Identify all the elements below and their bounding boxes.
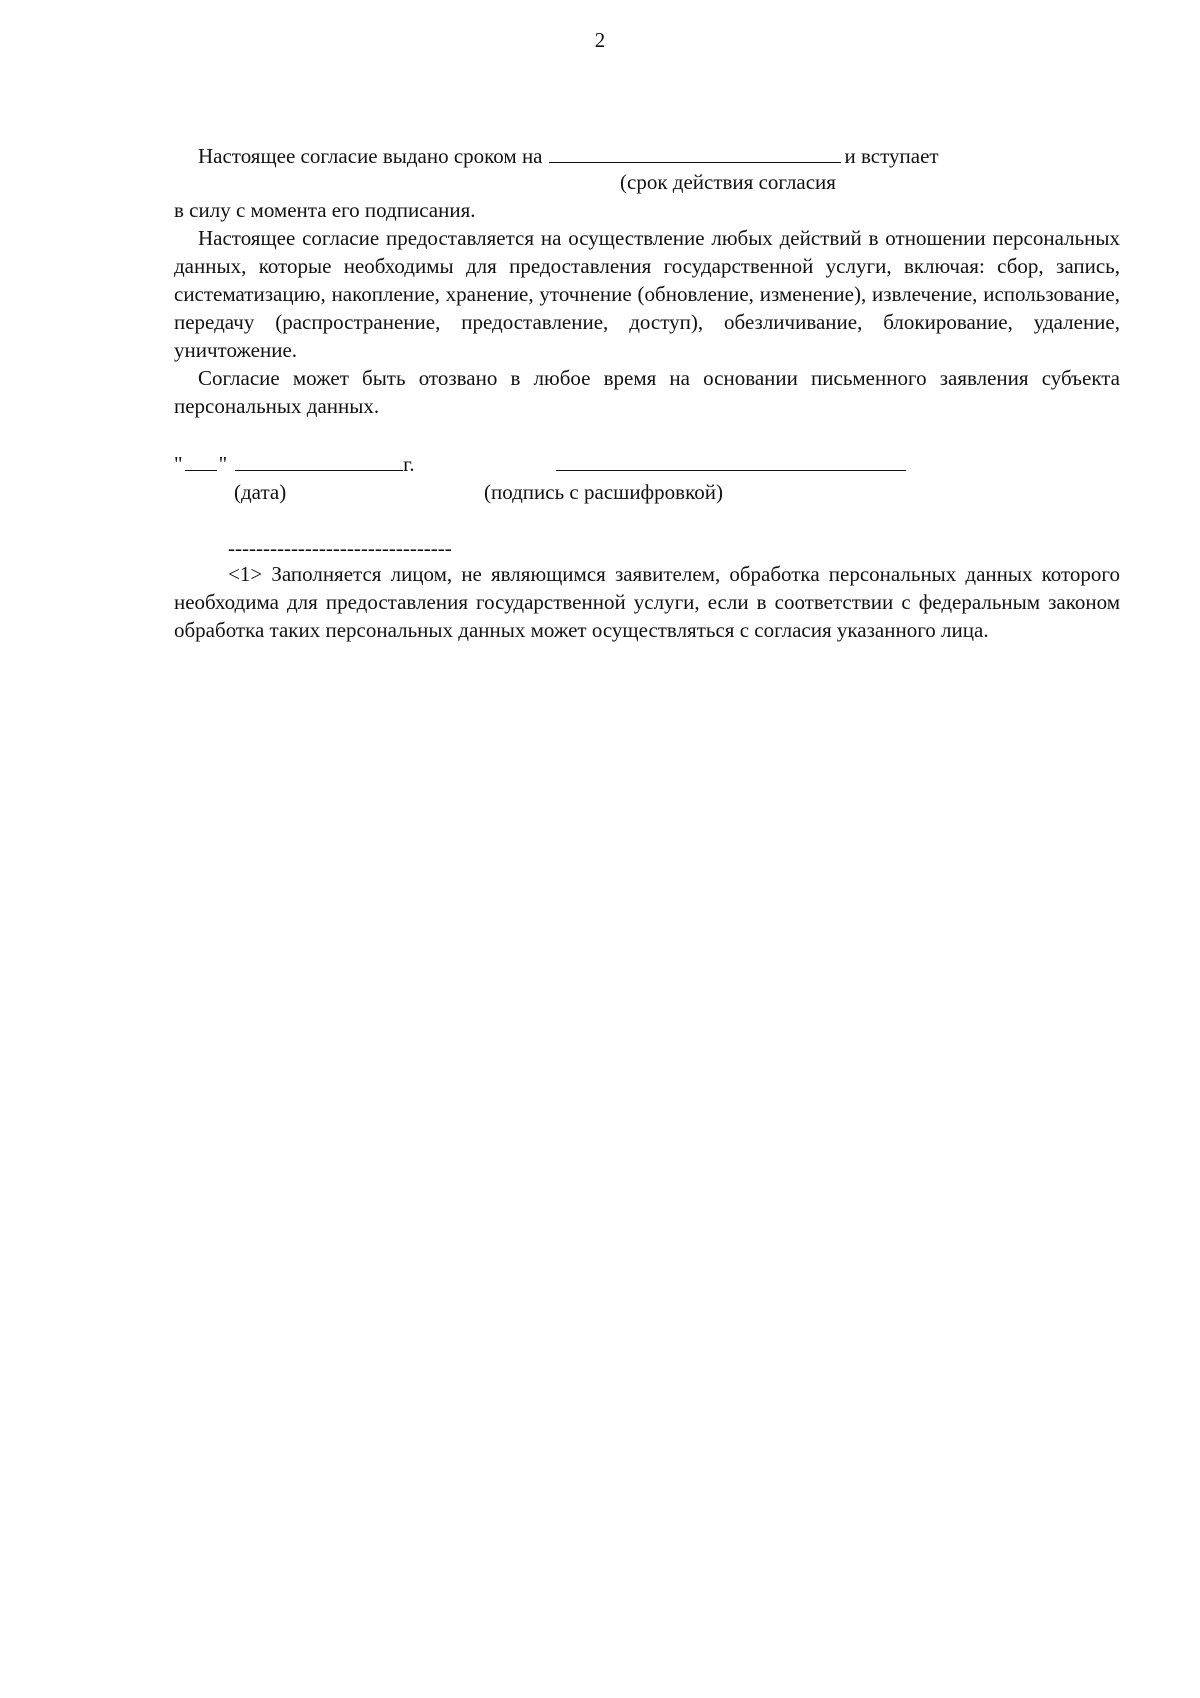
date-caption: (дата) [234, 480, 287, 504]
date-day-field[interactable] [185, 450, 217, 471]
consent-term-prefix: Настоящее согласие выдано сроком на [198, 144, 543, 168]
signature-captions [174, 478, 1120, 506]
date-month-field[interactable] [235, 450, 403, 471]
date-year-suffix: г. [403, 452, 415, 476]
signature-row [174, 450, 1120, 478]
footnote-divider: -------------------------------- [228, 536, 452, 560]
consent-revocation-paragraph: Согласие может быть отозвано в любое время на основании письменного заявления субъекта персональных данных. [174, 366, 1120, 418]
footnote-text: <1> Заполняется лицом, не являющимся заявителем, обработка персональных данных которого необходима для предоставления государственной услуги, если в соответствии с федеральным законом обработка таких персональных данных может осуществляться с согласия указанного лица. [174, 562, 1120, 642]
consent-term-caption: (срок действия согласия [620, 170, 836, 194]
date-open-quote: " [174, 452, 183, 476]
consent-form-body [174, 142, 1120, 644]
signature-field[interactable] [556, 450, 906, 471]
consent-term-continuation: в силу с момента его подписания. [174, 198, 476, 222]
consent-scope-paragraph: Настоящее согласие предоставляется на осуществление любых действий в отношении персональных данных, которые необходимы для предоставления государственной услуги, включая: сбор, запись, систематизацию, накопление, хранение, уточнение (обновление, изменение), извлечение, использование, передачу (распространение, предоставление, доступ), обезличивание, блокирование, удаление, уничтожение. [174, 226, 1120, 362]
consent-term-field[interactable] [549, 142, 841, 163]
consent-term-suffix: и вступает [844, 144, 939, 168]
signature-caption: (подпись с расшифровкой) [484, 480, 723, 504]
page-number: 2 [594, 28, 606, 52]
consent-term-line [174, 142, 1120, 170]
date-close-quote: " [218, 452, 228, 476]
